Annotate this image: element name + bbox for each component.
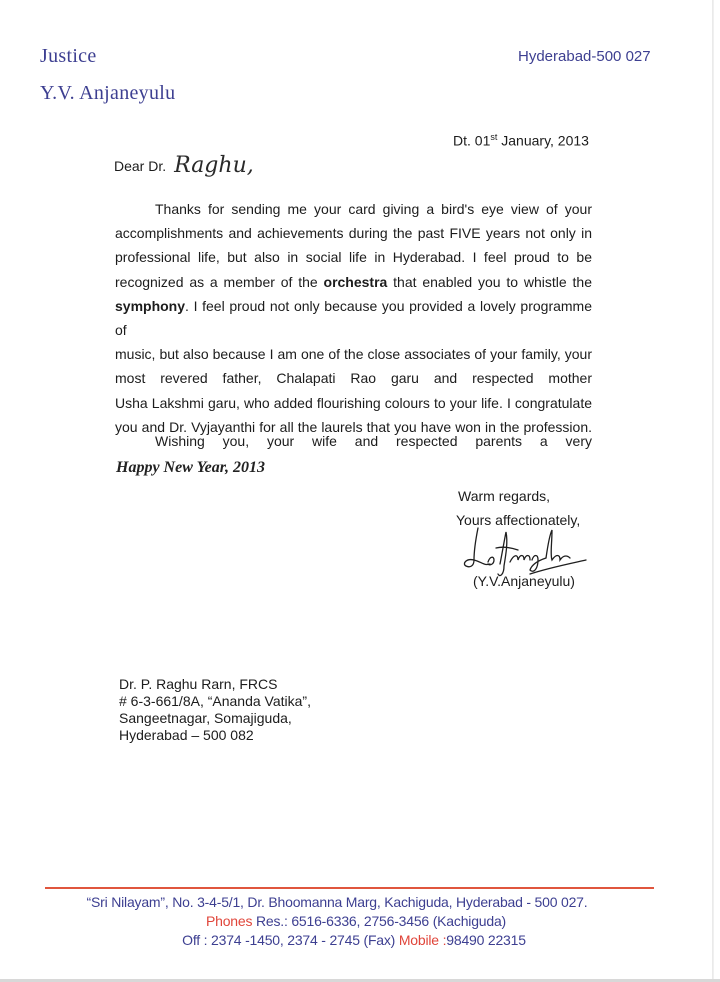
signature-icon (460, 524, 590, 580)
date-month-year: January, 2013 (497, 132, 589, 149)
mobile-number: 98490 22315 (446, 932, 526, 948)
salutation (114, 149, 254, 178)
text-run: that enabled you to whistle the (387, 273, 592, 290)
footer-office (0, 932, 714, 948)
date-day: Dt. 01 (453, 132, 491, 149)
bold-word-symphony: symphony (115, 297, 186, 314)
paragraph-line: you and Dr. Vyjayanthi for all the laurels that you have won in the profession. (115, 418, 592, 435)
footer-phones (0, 913, 716, 929)
footer-address: “Sri Nilayam”, No. 3-4-5/1, Dr. Bhoomanna Marg, Kachiguda, Hyderabad - 500 027. (86, 894, 588, 910)
closing-affectionately: Yours affectionately, (456, 512, 581, 528)
recipient-street: # 6-3-661/8A, “Ananda Vatika”, (119, 693, 311, 709)
paragraph-line: most revered father, Chalapati Rao garu and respected mother (115, 370, 592, 387)
recipient-address (119, 676, 311, 744)
footer-divider (45, 887, 654, 889)
paragraph-line: music, but also because I am one of the close associates of your family, your (115, 346, 592, 363)
body-paragraph (115, 197, 592, 439)
recipient-name: Dr. P. Raghu Rarn, FRCS (119, 676, 278, 692)
paragraph-line (115, 270, 592, 294)
letterhead-title: Justice (40, 45, 97, 67)
letter-date (453, 132, 589, 149)
text-run: . I feel proud not only because you provided a lovely programme of (115, 297, 592, 339)
happy-new-year: Happy New Year, 2013 (116, 459, 266, 476)
text-run: recognized as a member of the (115, 273, 324, 290)
letterhead-city: Hyderabad-500 027 (518, 48, 651, 65)
phones-label: Phones (205, 913, 256, 929)
paragraph-line: professional life, but also in social life in Hyderabad. I feel proud to be (115, 249, 592, 266)
wishing-line: Wishing you, your wife and respected parents a very (155, 433, 592, 449)
paragraph-line (115, 294, 592, 342)
letterhead-name: Y.V. Anjaneyulu (40, 82, 176, 104)
paragraph-line: accomplishments and achievements during the past FIVE years not only in (115, 225, 592, 242)
paragraph-line: Usha Lakshmi garu, who added flourishing colours to your life. I congratulate (115, 394, 592, 411)
recipient-locality: Sangeetnagar, Somajiguda, (119, 710, 292, 726)
scan-edge-right (712, 0, 714, 982)
phones-residence: Res.: 6516-6336, 2756-3456 (Kachiguda) (255, 913, 506, 929)
bold-word-orchestra: orchestra (323, 273, 388, 290)
handwritten-name: Raghu, (174, 153, 254, 178)
signatory-name: (Y.V.Anjaneyulu) (473, 573, 575, 589)
recipient-city: Hyderabad – 500 082 (119, 727, 254, 743)
salutation-text: Dear Dr. (114, 158, 167, 174)
paragraph-line: Thanks for sending me your card giving a bird's eye view of your (155, 201, 592, 217)
office-phones: Off : 2374 -1450, 2374 - 2745 (Fax) (182, 932, 399, 948)
closing-regards: Warm regards, (458, 488, 551, 504)
mobile-label: Mobile : (398, 932, 447, 948)
date-ordinal: st (490, 132, 498, 142)
